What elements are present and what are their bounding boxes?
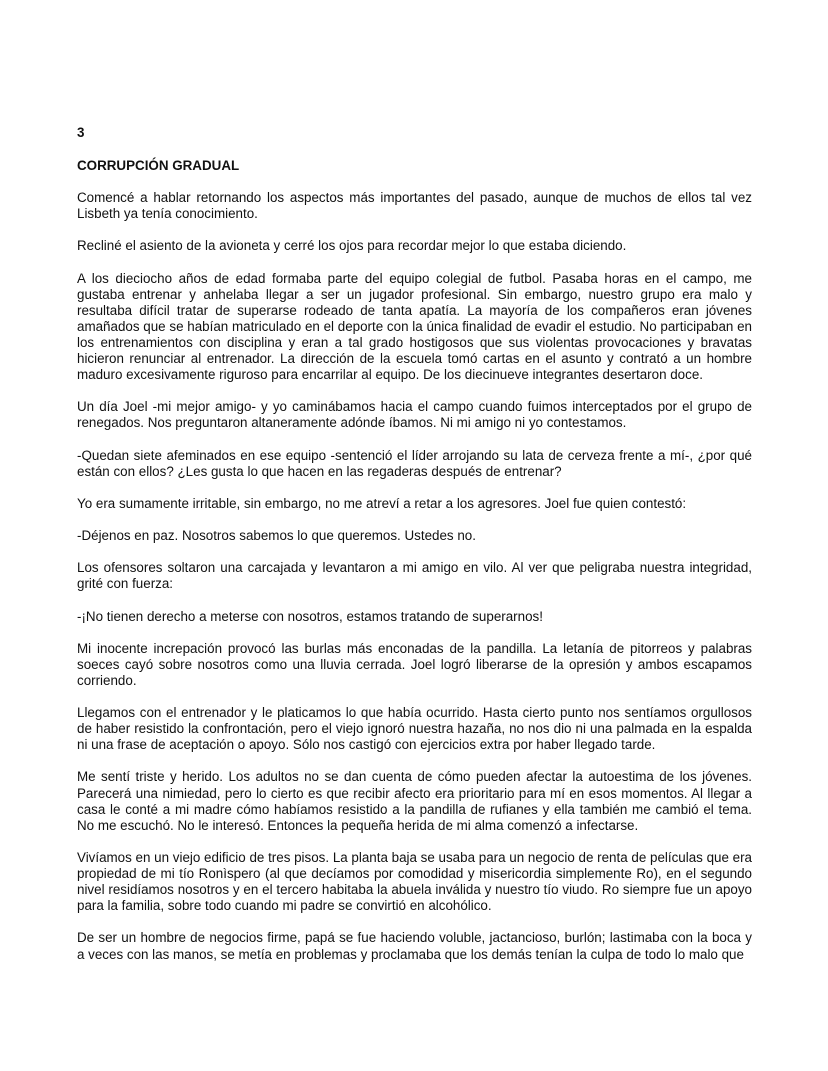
paragraph-10: Mi inocente increpación provocó las burlas más enconadas de la pandilla. La letanía de pitorreos y palabras soeces cayó sobre nosotros como una lluvia cerrada. Joel logró liberarse de la opresión y ambos escapamos corriendo. xyxy=(77,640,752,688)
chapter-title: CORRUPCIÓN GRADUAL xyxy=(77,158,240,173)
chapter-number: 3 xyxy=(77,125,85,140)
paragraph-12: Me sentí triste y herido. Los adultos no se dan cuenta de cómo pueden afectar la autoestima de los jóvenes. Parecerá una nimiedad, pero lo cierto es que recibir afecto era prioritario para mí en esos momentos. Al llegar a casa le conté a mi madre cómo habíamos resistido a la pandilla de rufianes y ella también me cambió el tema. No me escuchó. No le interesó. Entonces la pequeña herida de mi alma comenzó a infectarse. xyxy=(77,769,752,833)
paragraph-2: Recliné el asiento de la avioneta y cerré los ojos para recordar mejor lo que estaba diciendo. xyxy=(77,238,627,254)
paragraph-14: De ser un hombre de negocios firme, papá se fue haciendo voluble, jactancioso, burlón; lastimaba con la boca y a veces con las manos, se metía en problemas y proclamaba que los demás tenían la culpa de todo lo malo que xyxy=(77,930,752,962)
paragraph-6: Yo era sumamente irritable, sin embargo, no me atreví a retar a los agresores. Joel fue quien contestó: xyxy=(77,495,687,511)
paragraph-7-dialogue: -Déjenos en paz. Nosotros sabemos lo que queremos. Ustedes no. xyxy=(77,528,476,544)
paragraph-13: Vivíamos en un viejo edificio de tres pisos. La planta baja se usaba para un negocio de renta de películas que era propiedad de mi tío Ronìspero (al que decíamos por comodidad y misericordia simplemente Ro), en el segundo nivel residíamos nosotros y en el tercero habitaba la abuela inválida y nuestro tío viudo. Ro siempre fue un apoyo para la familia, sobre todo cuando mi padre se convirtió en alcohólico. xyxy=(77,849,752,914)
paragraph-1: Comencé a hablar retornando los aspectos más importantes del pasado, aunque de muchos de ellos tal vez Lisbeth ya tenía conocimiento. xyxy=(77,190,752,222)
paragraph-8: Los ofensores soltaron una carcajada y levantaron a mi amigo en vilo. Al ver que peligraba nuestra integridad, grité con fuerza: xyxy=(77,560,752,592)
paragraph-5-dialogue: -Quedan siete afeminados en ese equipo -sentenció el líder arrojando su lata de cerveza frente a mí-, ¿por qué están con ellos? ¿Les gusta lo que hacen en las regaderas después de entrenar? xyxy=(77,447,752,479)
paragraph-4: Un día Joel -mi mejor amigo- y yo caminábamos hacia el campo cuando fuimos interceptados por el grupo de renegados. Nos preguntaron altaneramente adónde íbamos. Ni mi amigo ni yo contestamos. xyxy=(77,399,752,431)
document-page xyxy=(77,125,752,963)
paragraph-9-dialogue: -¡No tienen derecho a meterse con nosotros, estamos tratando de superarnos! xyxy=(77,608,543,624)
paragraph-11: Llegamos con el entrenador y le platicamos lo que había ocurrido. Hasta cierto punto nos sentíamos orgullosos de haber resistido la confrontación, pero el viejo ignoró nuestra hazaña, no nos dio ni una palmada en la espalda ni una frase de aceptación o apoyo. Sólo nos castigó con ejercicios extra por haber llegado tarde. xyxy=(77,705,752,753)
paragraph-3: A los dieciocho años de edad formaba parte del equipo colegial de futbol. Pasaba horas en el campo, me gustaba entrenar y anhelaba llegar a ser un jugador profesional. Sin embargo, nuestro grupo era malo y resultaba difícil tratar de superarse rodeado de tanta apatía. La mayoría de los compañeros eran jóvenes amañados que se habían matriculado en el deporte con la única finalidad de evadir el estudio. No participaban en los entrenamientos con disciplina y eran a tal grado hostigosos que sus violentas provocaciones y bravatas hicieron renunciar al entrenador. La dirección de la escuela tomó cartas en el asunto y contrató a un hombre maduro excesivamente riguroso para encarrilar al equipo. De los diecinueve integrantes desertaron doce. xyxy=(77,270,752,383)
